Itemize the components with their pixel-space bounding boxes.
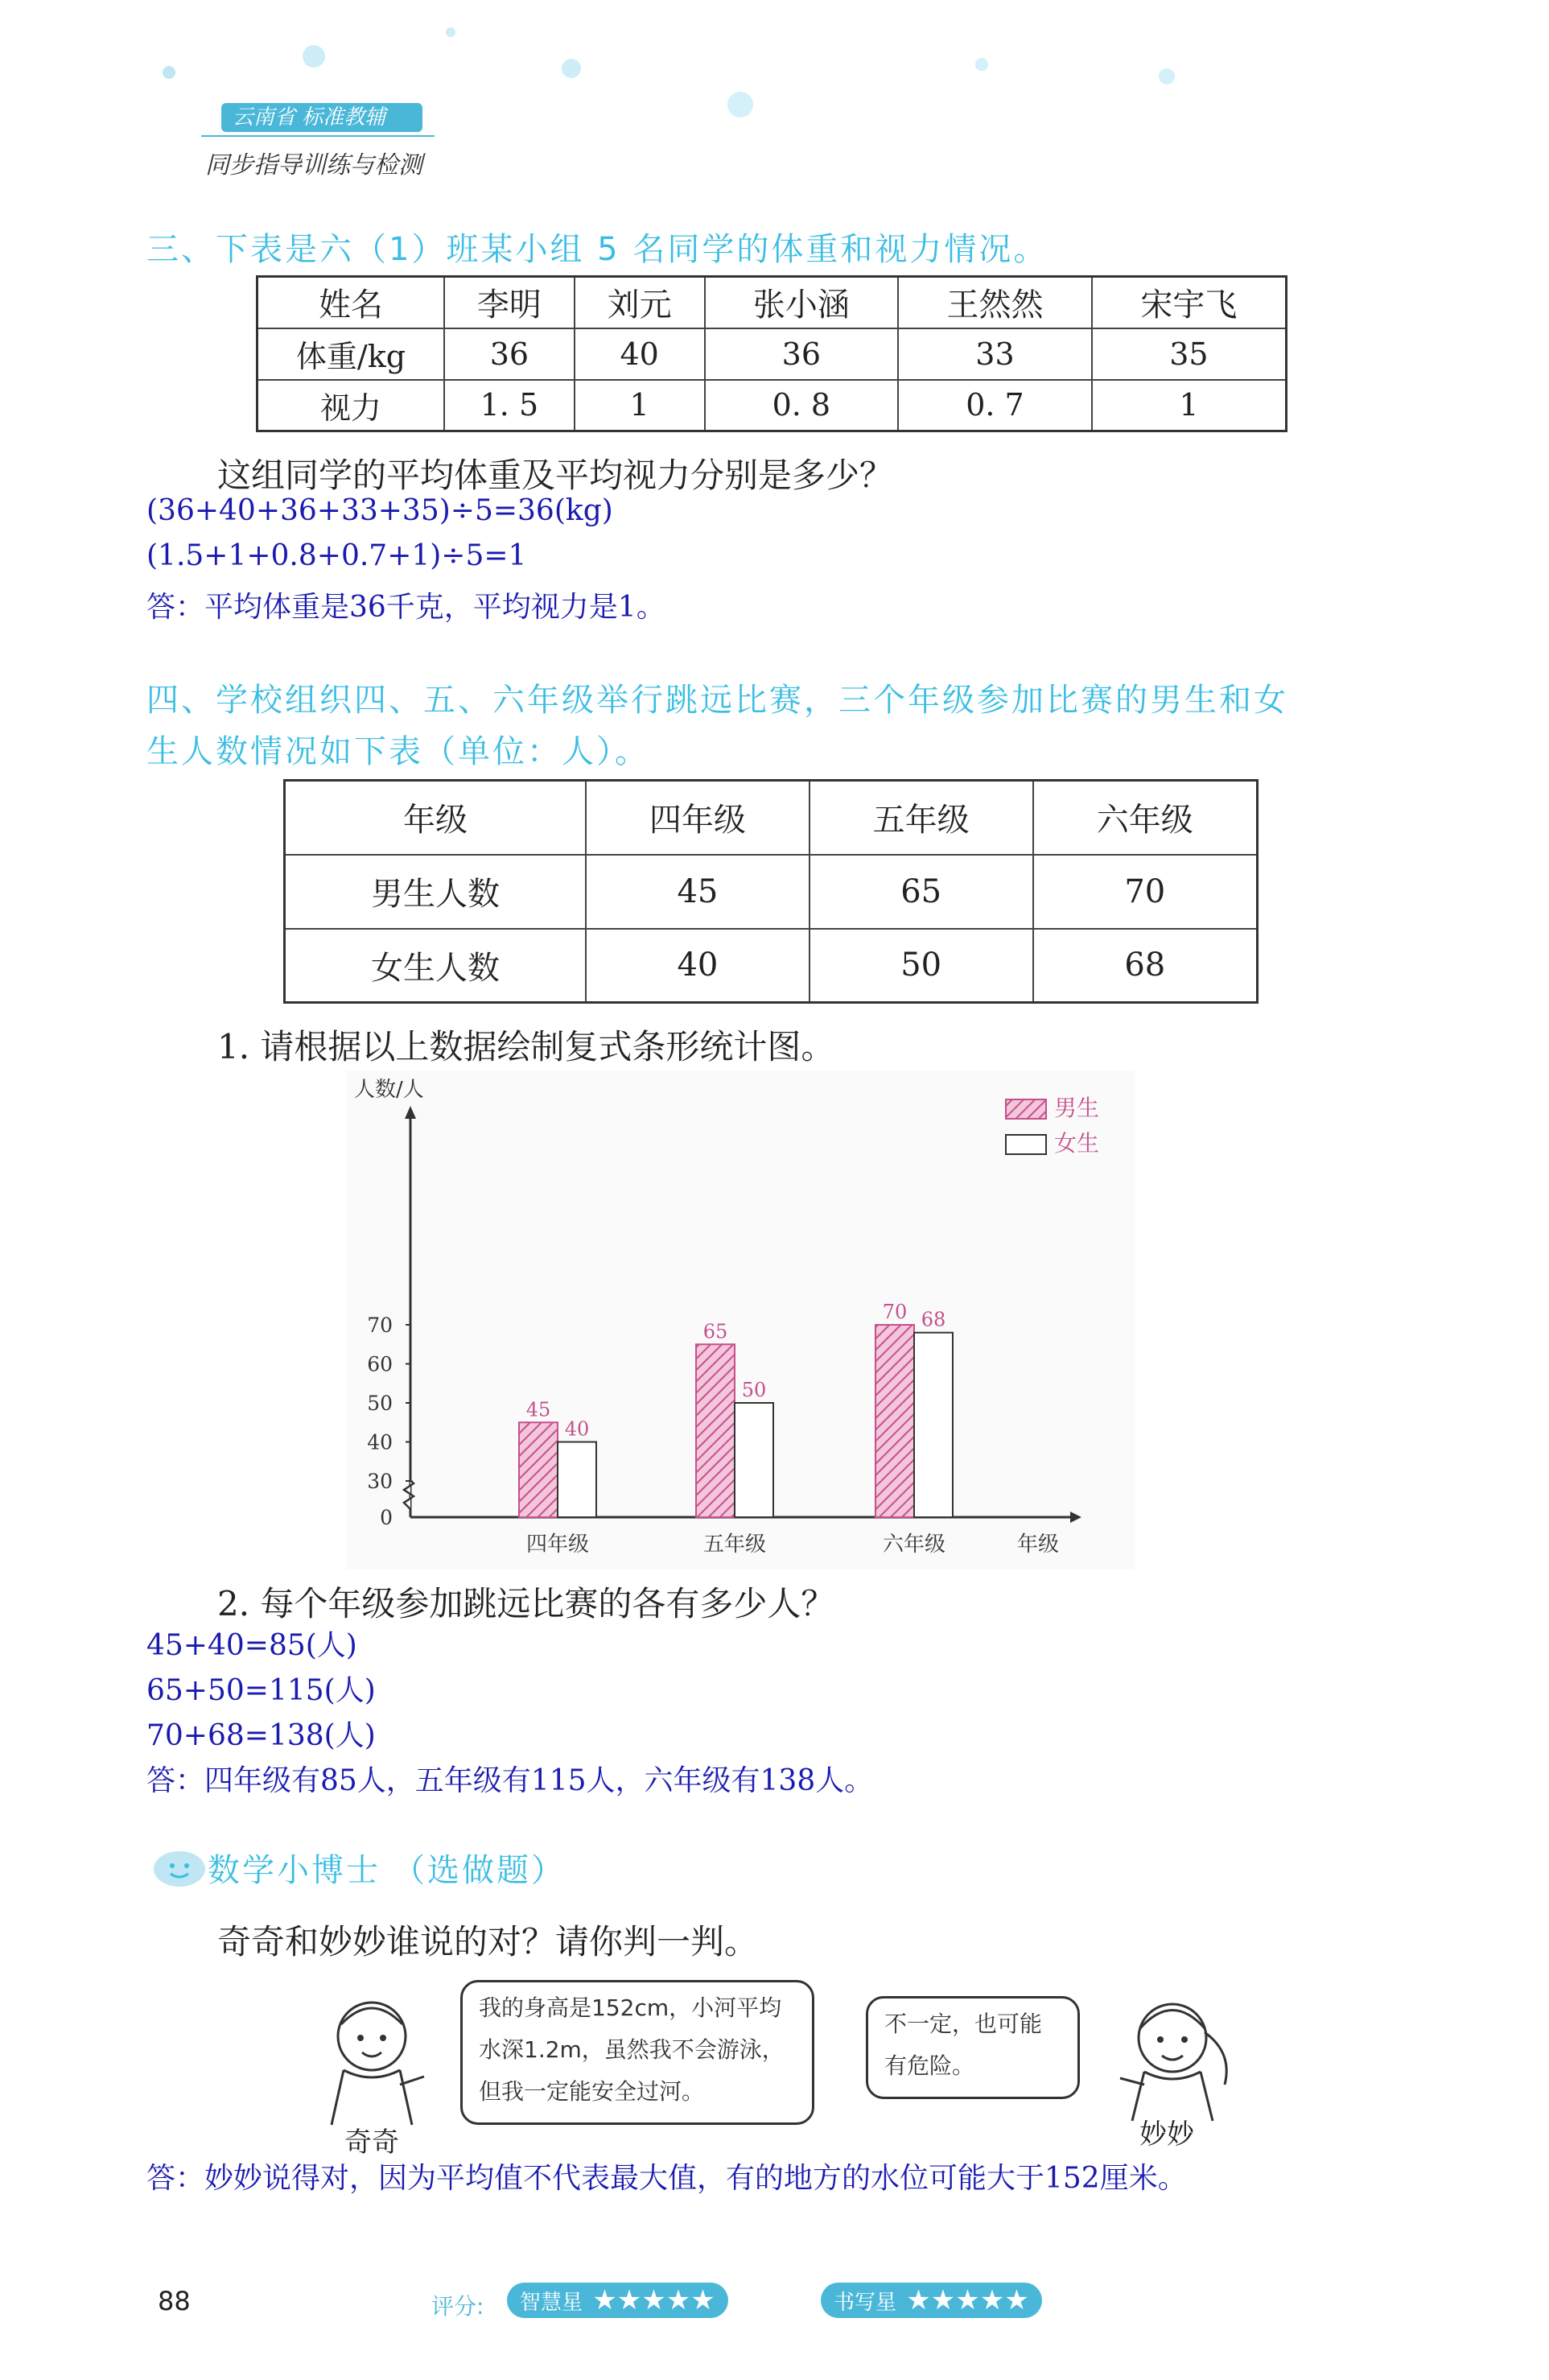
- page-number: 88: [158, 2286, 191, 2316]
- table-cell: 1: [575, 380, 705, 431]
- x-axis-arrow: [1070, 1512, 1081, 1523]
- miaomiao-speech-bubble: [866, 1996, 1080, 2099]
- answer-line: 65+50=115(人): [146, 1674, 376, 1707]
- table-cell: 李明: [444, 277, 575, 328]
- x-tick-label: 五年级: [702, 1532, 767, 1557]
- qiqi-name: 奇奇: [344, 2126, 399, 2159]
- table-cell: 体重/kg: [257, 328, 445, 380]
- badge-label: 智慧星: [520, 2291, 583, 2315]
- x-tick-label: 六年级: [882, 1532, 946, 1557]
- legend-label: 女生: [1054, 1130, 1100, 1157]
- legend-swatch: [1006, 1099, 1046, 1119]
- bar-value-label: 68: [921, 1308, 946, 1331]
- bonus-answer: 答：妙妙说得对，因为平均值不代表最大值，有的地方的水位可能大于152厘米。: [146, 2162, 1187, 2195]
- header-decoration: [0, 0, 1549, 161]
- bubble-line: 我的身高是152cm，小河平均: [479, 1994, 782, 2021]
- bar-value-label: 70: [882, 1301, 908, 1323]
- table-cell: 68: [1033, 929, 1258, 1003]
- table-cell: 70: [1033, 855, 1258, 929]
- bubble-line: 不一定，也可能: [884, 2011, 1043, 2037]
- brand-banner: 云南省 标准教辅: [221, 103, 422, 132]
- section3-heading: 三、下表是六（1）班某小组 5 名同学的体重和视力情况。: [146, 231, 1048, 268]
- table-cell: 1. 5: [444, 380, 575, 431]
- table-cell: 45: [586, 855, 810, 929]
- table-cell: 五年级: [810, 781, 1033, 855]
- star-icon: ★★★★★: [906, 2284, 1029, 2316]
- section3-table: [256, 275, 1287, 432]
- legend-label: 男生: [1054, 1095, 1100, 1121]
- section4-table: [283, 779, 1259, 1004]
- table-cell: 40: [575, 328, 705, 380]
- bar: [875, 1325, 914, 1517]
- table-cell: 33: [898, 328, 1092, 380]
- answer-line: 70+68=138(人): [146, 1719, 376, 1752]
- table-cell: 王然然: [898, 277, 1092, 328]
- table-cell: 50: [810, 929, 1033, 1003]
- table-cell: 男生人数: [285, 855, 587, 929]
- bubble-line: 有危险。: [884, 2052, 975, 2079]
- bar-value-label: 45: [525, 1398, 551, 1421]
- bonus-heading-note: （选做题）: [393, 1852, 566, 1889]
- table-cell: 四年级: [586, 781, 810, 855]
- table-cell: 宋宇飞: [1092, 277, 1287, 328]
- table-cell: 六年级: [1033, 781, 1258, 855]
- table-cell: 女生人数: [285, 929, 587, 1003]
- header-subtitle: 同步指导训练与检测: [205, 151, 422, 179]
- x-tick-label: 四年级: [525, 1532, 590, 1557]
- table-cell: 0. 8: [705, 380, 899, 431]
- star-icon: ★★★★★: [592, 2284, 715, 2316]
- y-axis-label: 人数/人: [354, 1078, 424, 1102]
- miaomiao-girl-illustration: [1104, 1988, 1241, 2125]
- y-tick-label: 60: [367, 1352, 393, 1376]
- bar-value-label: 65: [702, 1320, 728, 1343]
- bubble-line: 但我一定能安全过河。: [479, 2078, 705, 2105]
- answer-line: 答：四年级有85人，五年级有115人，六年级有138人。: [146, 1764, 874, 1797]
- table-cell: 姓名: [257, 277, 445, 328]
- bar-value-label: 40: [564, 1417, 590, 1441]
- bar: [735, 1403, 773, 1517]
- wisdom-star-badge: [507, 2283, 728, 2318]
- y-axis-arrow: [405, 1106, 416, 1119]
- section3-question: 这组同学的平均体重及平均视力分别是多少？: [217, 456, 894, 495]
- bar: [914, 1333, 953, 1517]
- legend-swatch: [1006, 1135, 1046, 1154]
- writing-star-badge: [821, 2283, 1042, 2318]
- smiley-cloud-icon: [151, 1843, 208, 1891]
- table-cell: 36: [705, 328, 899, 380]
- section4-heading-line2: 生人数情况如下表（单位：人）。: [146, 733, 649, 770]
- y-tick-label: 40: [367, 1430, 393, 1454]
- bar: [519, 1422, 558, 1517]
- miaomiao-name: 妙妙: [1139, 2118, 1194, 2151]
- section4-heading-line1: 四、学校组织四、五、六年级举行跳远比赛，三个年级参加比赛的男生和女: [146, 682, 1288, 719]
- answer-line: 45+40=85(人): [146, 1629, 357, 1662]
- table-cell: 35: [1092, 328, 1287, 380]
- table-cell: 年级: [285, 781, 587, 855]
- bubble-line: 水深1.2m，虽然我不会游泳，: [479, 2036, 785, 2063]
- header-divider: [201, 135, 435, 137]
- section4-question2: 2. 每个年级参加跳远比赛的各有多少人？: [217, 1584, 835, 1623]
- bar: [696, 1344, 735, 1517]
- axis-break: [404, 1480, 414, 1509]
- table-cell: 1: [1092, 380, 1287, 431]
- answer-line: 答：平均体重是36千克，平均视力是1。: [146, 591, 665, 624]
- answer-line: (1.5+1+0.8+0.7+1)÷5=1: [146, 539, 527, 572]
- x-axis-label: 年级: [1016, 1532, 1060, 1557]
- bar-chart: [346, 1070, 1135, 1569]
- table-cell: 65: [810, 855, 1033, 929]
- bar-value-label: 50: [741, 1379, 767, 1401]
- table-cell: 0. 7: [898, 380, 1092, 431]
- table-cell: 40: [586, 929, 810, 1003]
- table-cell: 36: [444, 328, 575, 380]
- rating-label: 评分:: [431, 2293, 484, 2320]
- table-cell: 刘元: [575, 277, 705, 328]
- qiqi-speech-bubble: [460, 1980, 814, 2125]
- section4-question1: 1. 请根据以上数据绘制复式条形统计图。: [217, 1027, 835, 1066]
- y-tick-label: 0: [380, 1506, 393, 1529]
- bonus-heading: 数学小博士: [208, 1852, 381, 1889]
- bar: [558, 1442, 596, 1518]
- table-cell: 张小涵: [705, 277, 899, 328]
- y-tick-label: 30: [367, 1470, 393, 1493]
- y-tick-label: 70: [367, 1314, 393, 1337]
- badge-label: 书写星: [834, 2291, 897, 2315]
- answer-line: (36+40+36+33+35)÷5=36(kg): [146, 494, 613, 527]
- qiqi-boy-illustration: [315, 1988, 436, 2133]
- table-cell: 视力: [257, 380, 445, 431]
- bonus-question: 奇奇和妙妙谁说的对？请你判一判。: [217, 1922, 759, 1961]
- y-tick-label: 50: [367, 1392, 393, 1415]
